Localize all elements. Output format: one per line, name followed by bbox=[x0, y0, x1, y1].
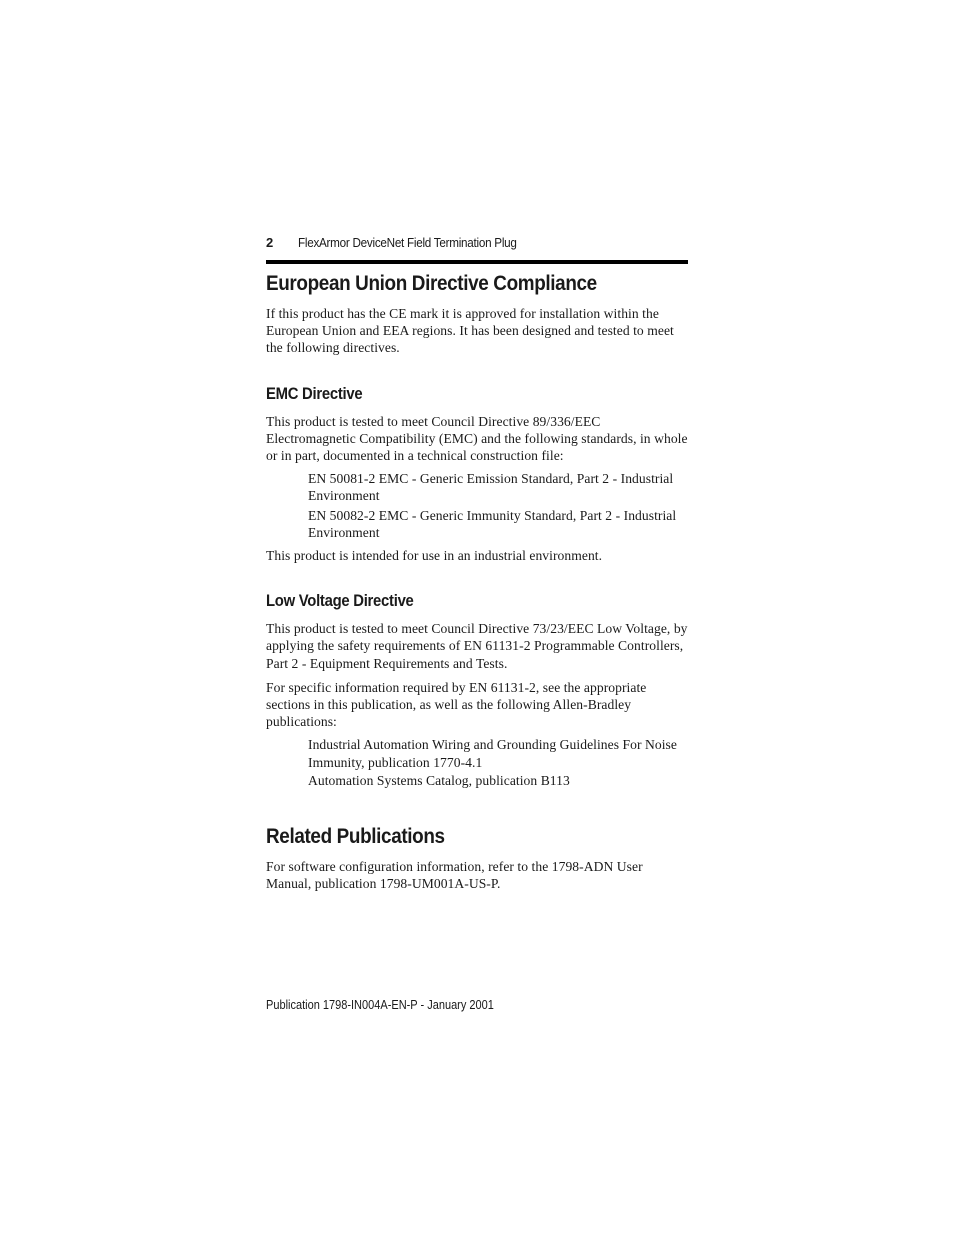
lvd-paragraph-2: For specific information required by EN 61131-2, see the appropriate sections in this publication, as well as the following Allen-Bradley publications: bbox=[266, 679, 647, 730]
heading-emc-directive: EMC Directive bbox=[266, 384, 363, 403]
lvd-paragraph-1: This product is tested to meet Council Directive 73/23/EEC Low Voltage, by applying the safety requirements of EN 61131-2 Programmable Controllers, Part 2 - Equipment Requirements and Tests. bbox=[266, 621, 688, 671]
page-number: 2 bbox=[266, 235, 274, 250]
lvd-publication-item: Automation Systems Catalog, publication B113 bbox=[308, 772, 570, 788]
emc-standard-item: EN 50082-2 EMC - Generic Immunity Standard, Part 2 - Industrial Environment bbox=[308, 507, 677, 540]
emc-intro: This product is tested to meet Council Directive 89/336/EEC Electromagnetic Compatibility (EMC) and the following standards, in whole or in part, documented in a technical construction file: bbox=[266, 413, 688, 464]
heading-low-voltage-directive: Low Voltage Directive bbox=[266, 592, 414, 611]
related-body: For software configuration information, refer to the 1798-ADN User Manual, publication 1798-UM001A-US-P. bbox=[266, 859, 643, 892]
heading-eu-directive: European Union Directive Compliance bbox=[266, 272, 597, 295]
running-header bbox=[266, 232, 688, 264]
page-content bbox=[266, 232, 688, 892]
publication-footer: Publication 1798-IN004A-EN-P - January 2001 bbox=[266, 998, 494, 1012]
emc-standard-item: EN 50081-2 EMC - Generic Emission Standard, Part 2 - Industrial Environment bbox=[308, 471, 674, 504]
emc-closing: This product is intended for use in an industrial environment. bbox=[266, 548, 603, 564]
heading-related-publications: Related Publications bbox=[266, 825, 445, 849]
document-title: FlexArmor DeviceNet Field Termination Plug bbox=[298, 235, 517, 250]
eu-body: If this product has the CE mark it is approved for installation within the European Union and EEA regions. It has been designed and tested to meet the following directives. bbox=[266, 306, 674, 356]
lvd-publication-item: Industrial Automation Wiring and Grounding Guidelines For Noise Immunity, publication 1770-4.1 bbox=[308, 737, 677, 770]
